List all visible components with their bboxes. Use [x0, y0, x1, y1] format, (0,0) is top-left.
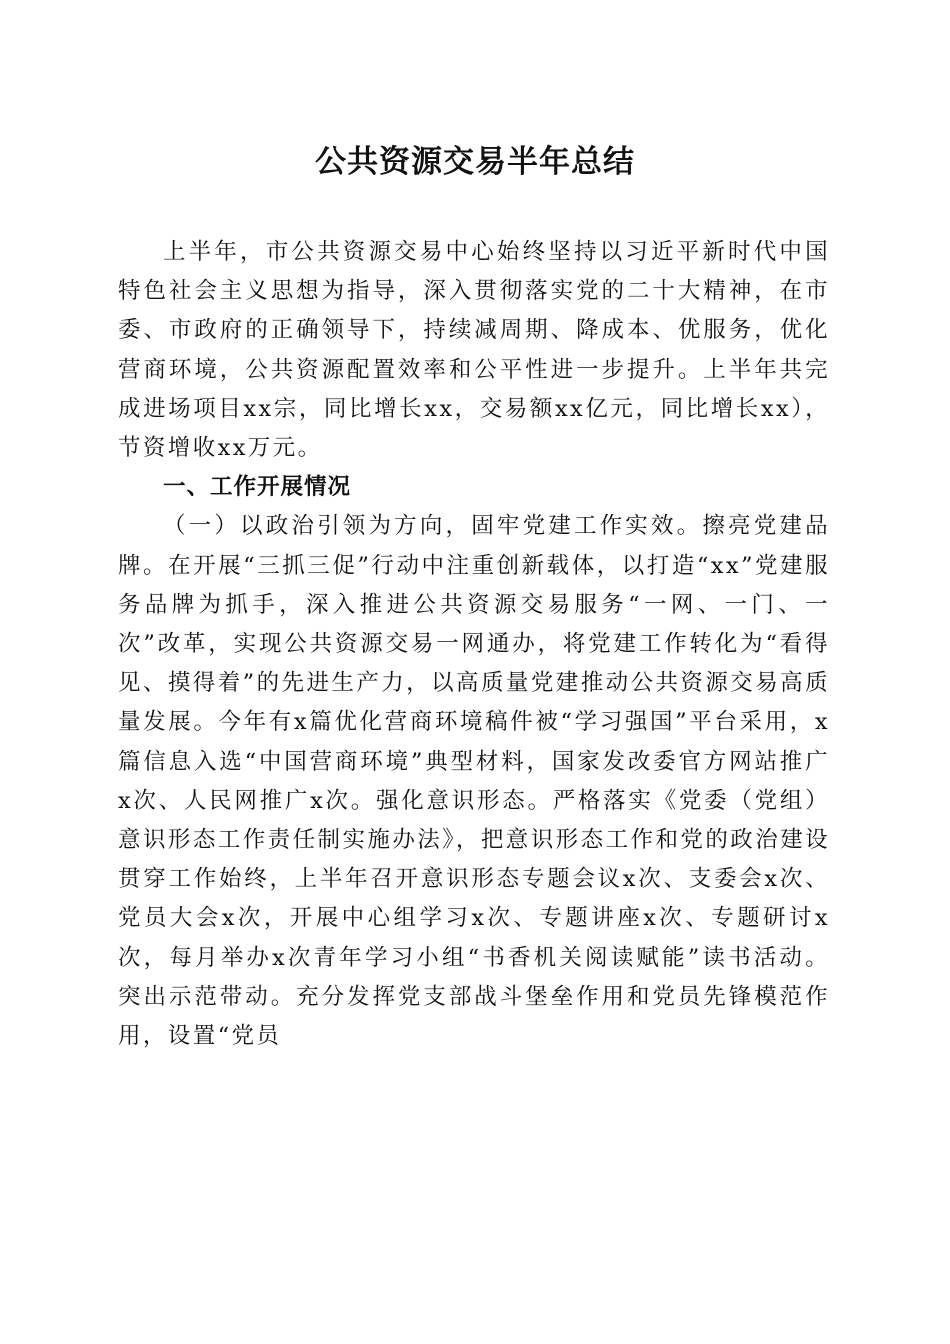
document-body: [118, 233, 830, 1056]
intro-paragraph: 上半年，市公共资源交易中心始终坚持以习近平新时代中国特色社会主义思想为指导，深入贯彻落实党的二十大精神，在市委、市政府的正确领导下，持续减周期、降成本、优服务，优化营商环境，公共资源配置效率和公平性进一步提升。上半年共完成进场项目xx宗，同比增长xx，交易额xx亿元，同比增长xx），节资增收xx万元。: [118, 239, 830, 462]
document-title: 公共资源交易半年总结: [315, 144, 635, 180]
section-heading: 一、工作开展情况: [163, 474, 352, 501]
section-paragraph: （一）以政治引领为方向，固牢党建工作实效。擦亮党建品牌。在开展“三抓三促”行动中注重创新载体，以打造“xx”党建服务品牌为抓手，深入推进公共资源交易服务“一网、一门、一次”改革，实现公共资源交易一网通办，将党建工作转化为“看得见、摸得着”的先进生产力，以高质量党建推动公共资源交易高质量发展。今年有x篇优化营商环境稿件被“学习强国”平台采用，x篇信息入选“中国营商环境”典型材料，国家发改委官方网站推广x次、人民网推广x次。强化意识形态。严格落实《党委（党组）意识形态工作责任制实施办法》，把意识形态工作和党的政治建设贯穿工作始终，上半年召开意识形态专题会议x次、支委会x次、党员大会x次，开展中心组学习x次、专题讲座x次、专题研讨x次，每月举办x次青年学习小组“书香机关阅读赋能”读书活动。突出示范带动。充分发挥党支部战斗堡垒作用和党员先锋模范作用，设置“党员: [118, 513, 830, 1050]
